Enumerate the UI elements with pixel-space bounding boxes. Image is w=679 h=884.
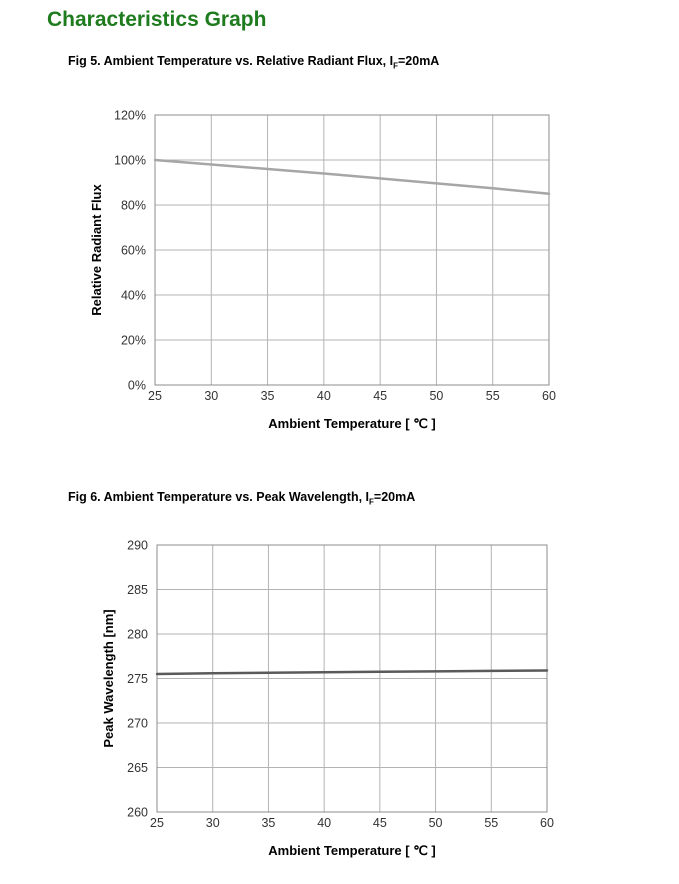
fig5-y-tick-label: 0% bbox=[127, 378, 146, 393]
fig6-y-tick-label: 290 bbox=[127, 538, 148, 553]
fig5-caption-main: Fig 5. Ambient Temperature vs. Relative Radiant Flux, I bbox=[68, 54, 394, 68]
fig5-y-axis-title: Relative Radiant Flux bbox=[89, 184, 104, 316]
fig6-x-tick-label: 40 bbox=[317, 816, 332, 830]
fig5-chart bbox=[0, 105, 679, 445]
fig6-caption-subscript: F bbox=[369, 497, 374, 507]
fig5-x-axis-title: Ambient Temperature [ ℃ ] bbox=[268, 416, 436, 431]
fig6-y-tick-label: 285 bbox=[127, 583, 148, 597]
fig6-x-tick-label: 55 bbox=[484, 816, 499, 830]
fig5-caption-tail: =20mA bbox=[397, 54, 440, 68]
fig6-y-tick-label: 260 bbox=[127, 805, 148, 820]
fig5-x-tick-label: 50 bbox=[429, 389, 444, 403]
fig5-y-tick-label: 80% bbox=[120, 198, 146, 213]
fig5-y-tick-label: 60% bbox=[120, 243, 146, 258]
fig6-caption-main: Fig 6. Ambient Temperature vs. Peak Wavelength, I bbox=[68, 490, 370, 504]
fig5-x-tick-label: 45 bbox=[373, 389, 388, 403]
fig6-y-tick-label: 275 bbox=[127, 672, 148, 686]
fig5-caption bbox=[68, 54, 439, 71]
fig6-chart bbox=[0, 535, 679, 875]
fig6-x-tick-label: 60 bbox=[540, 816, 554, 830]
fig6-x-tick-label: 35 bbox=[261, 816, 276, 830]
fig6-y-tick-label: 280 bbox=[127, 627, 148, 642]
fig6-x-tick-label: 45 bbox=[372, 816, 387, 830]
fig5-x-tick-label: 30 bbox=[204, 389, 219, 403]
fig6-x-axis-title: Ambient Temperature [ ℃ ] bbox=[268, 843, 436, 858]
page-title: Characteristics Graph bbox=[47, 8, 267, 31]
fig5-y-tick-label: 20% bbox=[120, 333, 146, 348]
fig5-x-tick-label: 35 bbox=[260, 389, 275, 403]
fig5-x-tick-label: 55 bbox=[485, 389, 500, 403]
fig6-y-tick-label: 270 bbox=[127, 716, 148, 731]
fig6-caption bbox=[68, 490, 415, 507]
fig6-x-tick-label: 30 bbox=[205, 816, 220, 830]
fig6-y-tick-label: 265 bbox=[127, 761, 148, 775]
fig6-caption-tail: =20mA bbox=[373, 490, 416, 504]
fig5-y-tick-label: 120% bbox=[114, 108, 146, 123]
fig5-x-tick-label: 40 bbox=[316, 389, 331, 403]
fig5-x-tick-label: 60 bbox=[542, 389, 556, 403]
fig6-y-axis-title: Peak Wavelength [nm] bbox=[101, 609, 116, 748]
fig5-y-tick-label: 100% bbox=[114, 153, 146, 168]
fig5-caption-subscript: F bbox=[393, 61, 398, 71]
fig6-x-tick-label: 50 bbox=[428, 816, 443, 830]
fig5-x-tick-label: 25 bbox=[148, 389, 162, 403]
fig6-x-tick-label: 25 bbox=[150, 816, 164, 830]
fig5-y-tick-label: 40% bbox=[120, 288, 146, 303]
